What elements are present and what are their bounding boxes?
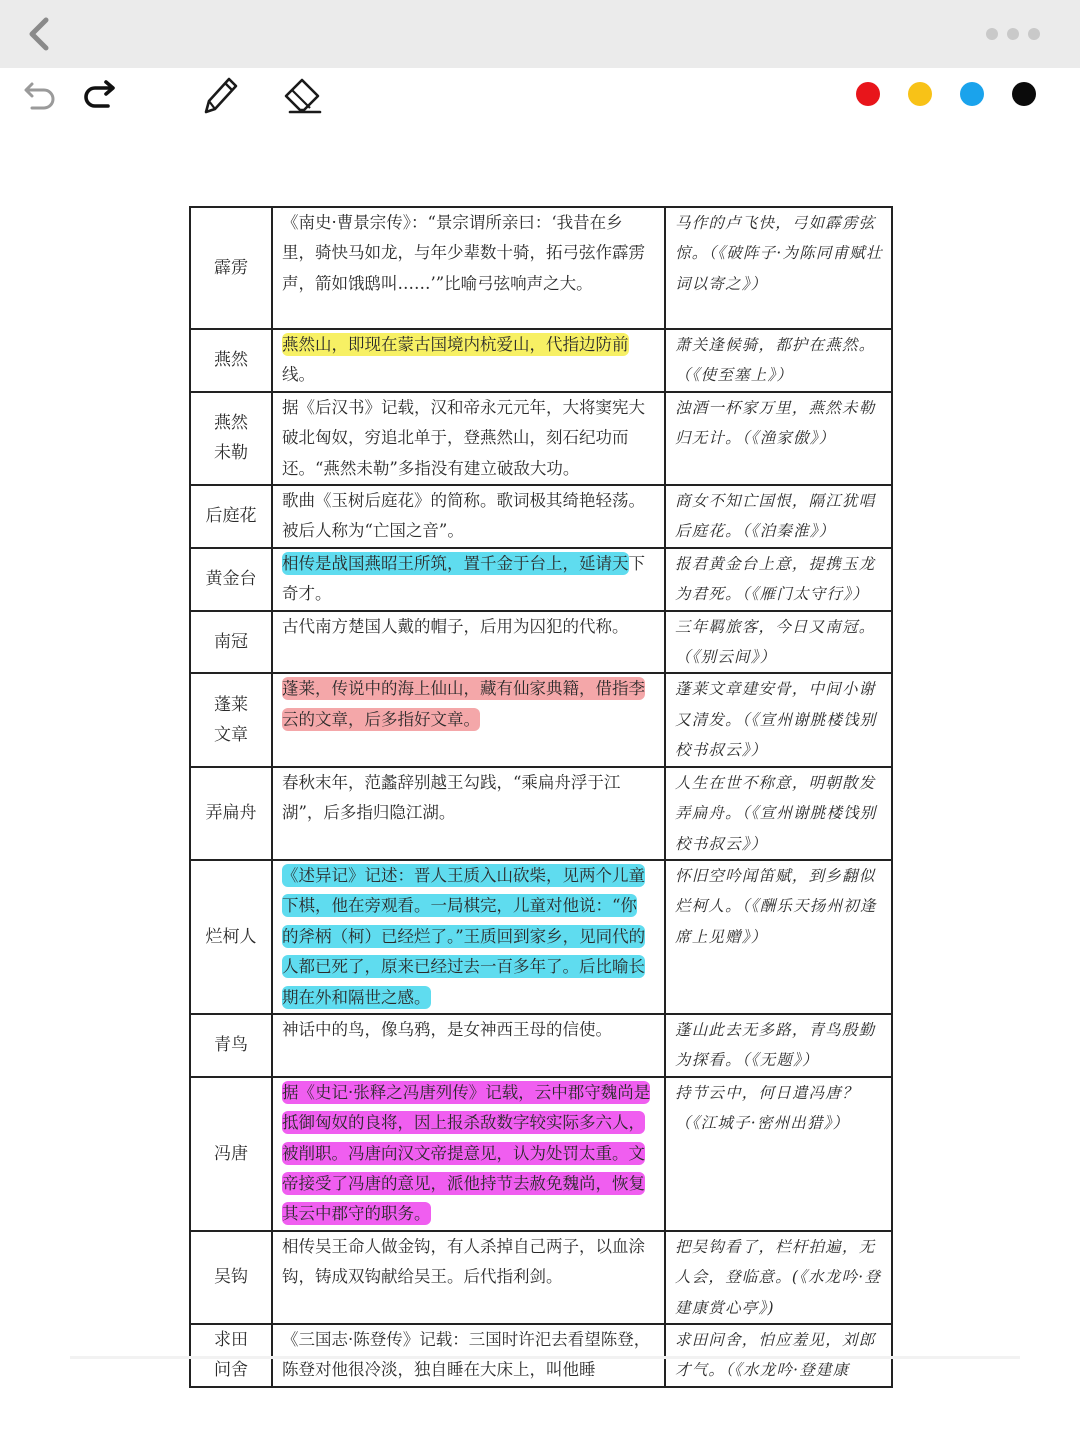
term-cell (190, 1231, 272, 1324)
poem-quote-cell (665, 329, 892, 392)
table-row (190, 1231, 892, 1324)
term-text: 求田 (214, 1330, 248, 1351)
explanation-cell (272, 673, 665, 766)
term-text: 弄扁舟 (205, 803, 257, 824)
term-text: 文章 (214, 725, 248, 746)
poem-quote-cell (665, 860, 892, 1014)
term-text: 蓬莱 (214, 695, 248, 716)
term-cell (190, 1014, 272, 1077)
explanation-cell (272, 485, 665, 548)
term-text: 霹雳 (214, 258, 248, 278)
term-text: 问舍 (214, 1360, 248, 1381)
table-row (190, 1077, 892, 1231)
poem-quote-cell (665, 611, 892, 674)
poem-quote-cell (665, 767, 892, 860)
term-cell (190, 329, 272, 392)
term-text: 燕然 (214, 350, 248, 371)
table-row (190, 329, 892, 392)
red-color-swatch[interactable] (856, 82, 880, 106)
term-cell (190, 860, 272, 1014)
explanation-cell (272, 860, 665, 1014)
explanation-text: 《述异记》记述：晋人王质入山砍柴，见两个儿童下棋，他在旁观看。一局棋完，儿童对他说：“你的斧柄（柯）已经烂了。”王质回到家乡，见同代的人都已死了，原来已经过去一百多年了。后比喻长期在外和隔世之感。 (282, 865, 646, 1007)
undo-icon[interactable] (24, 80, 58, 110)
explanation-cell (272, 329, 665, 392)
table-row (190, 392, 892, 485)
term-cell (190, 611, 272, 674)
page-edge (70, 1356, 1020, 1359)
poem-quote-text: 蓬莱文章建安骨，中间小谢又清发。（《宣州谢朓楼饯别校书叔云》） (675, 680, 877, 760)
explanation-cell (272, 548, 665, 611)
explanation-text: 歌曲《玉树后庭花》的简称。歌词极其绮艳轻荡。被后人称为“亡国之音”。 (282, 491, 645, 541)
term-text: 青鸟 (214, 1035, 248, 1056)
poem-quote-text: 三年羁旅客，今日又南冠。（《别云间》） (675, 617, 876, 667)
explanation-text: 燕然山，即现在蒙古国境内杭爱山，代指边防前 (282, 335, 629, 354)
explanation-text-continued: 下奇才。 (282, 553, 645, 604)
allusion-table (189, 206, 893, 1388)
poem-quote-text: 萧关逢候骑，都护在燕然。（《使至塞上》） (675, 336, 876, 385)
explanation-cell (272, 1231, 665, 1324)
poem-quote-text: 蓬山此去无多路，青鸟殷勤为探看。（《无题》） (675, 1020, 876, 1070)
table-row (190, 611, 892, 674)
document-page (189, 206, 891, 1381)
explanation-cell (272, 1077, 665, 1231)
poem-quote-cell (665, 548, 892, 611)
explanation-text: 据《后汉书》记载，汉和帝永元元年，大将窦宪大破北匈奴，穷追北单于，登燕然山，刻石纪功而还。“燕然未勒”多指没有建立破敌大功。 (282, 397, 645, 478)
poem-quote-cell (665, 673, 892, 766)
term-cell (190, 767, 272, 860)
term-cell (190, 485, 272, 548)
poem-quote-text: 怀旧空吟闻笛赋，到乡翻似烂柯人。（《酬乐天扬州初逢席上见赠》） (675, 866, 877, 946)
back-arrow-icon[interactable] (22, 16, 58, 52)
poem-quote-text: 把吴钩看了，栏杆拍遍，无人会，登临意。(《水龙吟·登建康赏心亭》) (675, 1237, 882, 1317)
explanation-cell (272, 392, 665, 485)
term-cell (190, 392, 272, 485)
term-text: 吴钩 (214, 1267, 248, 1288)
poem-quote-text: 求田问舍，怕应羞见，刘郎才气。（《水龙吟·登建康 (675, 1331, 876, 1380)
term-text: 燕然 (214, 413, 248, 434)
blue-color-swatch[interactable] (960, 82, 984, 106)
poem-quote-cell (665, 1077, 892, 1231)
poem-quote-cell (665, 1014, 892, 1077)
black-color-swatch[interactable] (1012, 82, 1036, 106)
table-row (190, 485, 892, 548)
explanation-text: 《南史·曹景宗传》：“景宗谓所亲曰：‘我昔在乡里，骑快马如龙，与年少辈数十骑，拓弓弦作霹雳声，箭如饿鸱叫……’”比喻弓弦响声之大。 (282, 213, 645, 293)
table-row (190, 207, 892, 329)
poem-quote-cell (665, 392, 892, 485)
table-row (190, 673, 892, 766)
table-row (190, 1014, 892, 1077)
top-navigation-bar (0, 0, 1080, 68)
eraser-tool-icon[interactable] (280, 74, 324, 116)
poem-quote-text: 报君黄金台上意，提携玉龙为君死。（《雁门太守行》） (675, 554, 876, 604)
pen-tool-icon[interactable] (200, 74, 240, 116)
poem-quote-cell (665, 1231, 892, 1324)
term-cell (190, 548, 272, 611)
poem-quote-text: 持节云中，何日遣冯唐？（《江城子·密州出猎》） (675, 1083, 859, 1133)
table-row (190, 767, 892, 860)
poem-quote-text: 马作的卢飞快，弓如霹雳弦惊。（《破阵子·为陈同甫赋壮词以寄之》） (675, 214, 883, 293)
term-cell (190, 673, 272, 766)
term-text: 黄金台 (205, 569, 257, 590)
table-row (190, 548, 892, 611)
explanation-cell (272, 611, 665, 674)
explanation-text-continued: 线。 (282, 365, 315, 385)
poem-quote-cell (665, 485, 892, 548)
redo-icon[interactable] (82, 78, 116, 110)
explanation-cell (272, 207, 665, 329)
term-text: 冯唐 (214, 1143, 248, 1164)
term-cell (190, 1077, 272, 1231)
explanation-text: 神话中的鸟，像乌鸦，是女神西王母的信使。 (282, 1019, 612, 1039)
poem-quote-cell (665, 207, 892, 329)
explanation-cell (272, 1014, 665, 1077)
explanation-text: 蓬莱，传说中的海上仙山，藏有仙家典籍，借指李云的文章，后多指好文章。 (282, 679, 645, 729)
term-text: 南冠 (214, 632, 248, 653)
explanation-cell (272, 767, 665, 860)
yellow-color-swatch[interactable] (908, 82, 932, 106)
term-text: 未勒 (214, 443, 248, 464)
poem-quote-text: 商女不知亡国恨，隔江犹唱后庭花。（《泊秦淮》） (675, 492, 876, 541)
explanation-text: 春秋末年，范蠡辞别越王勾践，“乘扁舟浮于江湖”，后多指归隐江湖。 (282, 772, 621, 823)
term-text: 后庭花 (205, 506, 257, 527)
explanation-text: 相传吴王命人做金钩，有人杀掉自己两子，以血涂钩，铸成双钩献给吴王。后代指利剑。 (282, 1236, 645, 1287)
table-row (190, 860, 892, 1014)
explanation-text: 据《史记·张释之冯唐列传》记载，云中郡守魏尚是抵御匈奴的良将，因上报杀敌数字较实际多六人，被削职。冯唐向汉文帝提意见，认为处罚太重。文帝接受了冯唐的意见，派他持节去赦免魏尚，恢复其云中郡守的职务。 (282, 1082, 651, 1224)
explanation-text: 古代南方楚国人戴的帽子，后用为囚犯的代称。 (282, 616, 629, 636)
explanation-text: 《三国志·陈登传》记载：三国时许汜去看望陈登，陈登对他很冷淡，独自睡在大床上，叫他睡 (282, 1330, 651, 1380)
explanation-text: 相传是战国燕昭王所筑，置千金于台上，延请天 (282, 553, 629, 573)
term-cell (190, 207, 272, 329)
more-options-icon[interactable] (986, 28, 1040, 40)
term-text: 烂柯人 (205, 926, 257, 947)
poem-quote-text: 人生在世不称意，明朝散发弄扁舟。（《宣州谢朓楼饯别校书叔云》） (675, 773, 877, 853)
poem-quote-text: 浊酒一杯家万里，燕然未勒归无计。（《渔家傲》） (675, 398, 876, 448)
